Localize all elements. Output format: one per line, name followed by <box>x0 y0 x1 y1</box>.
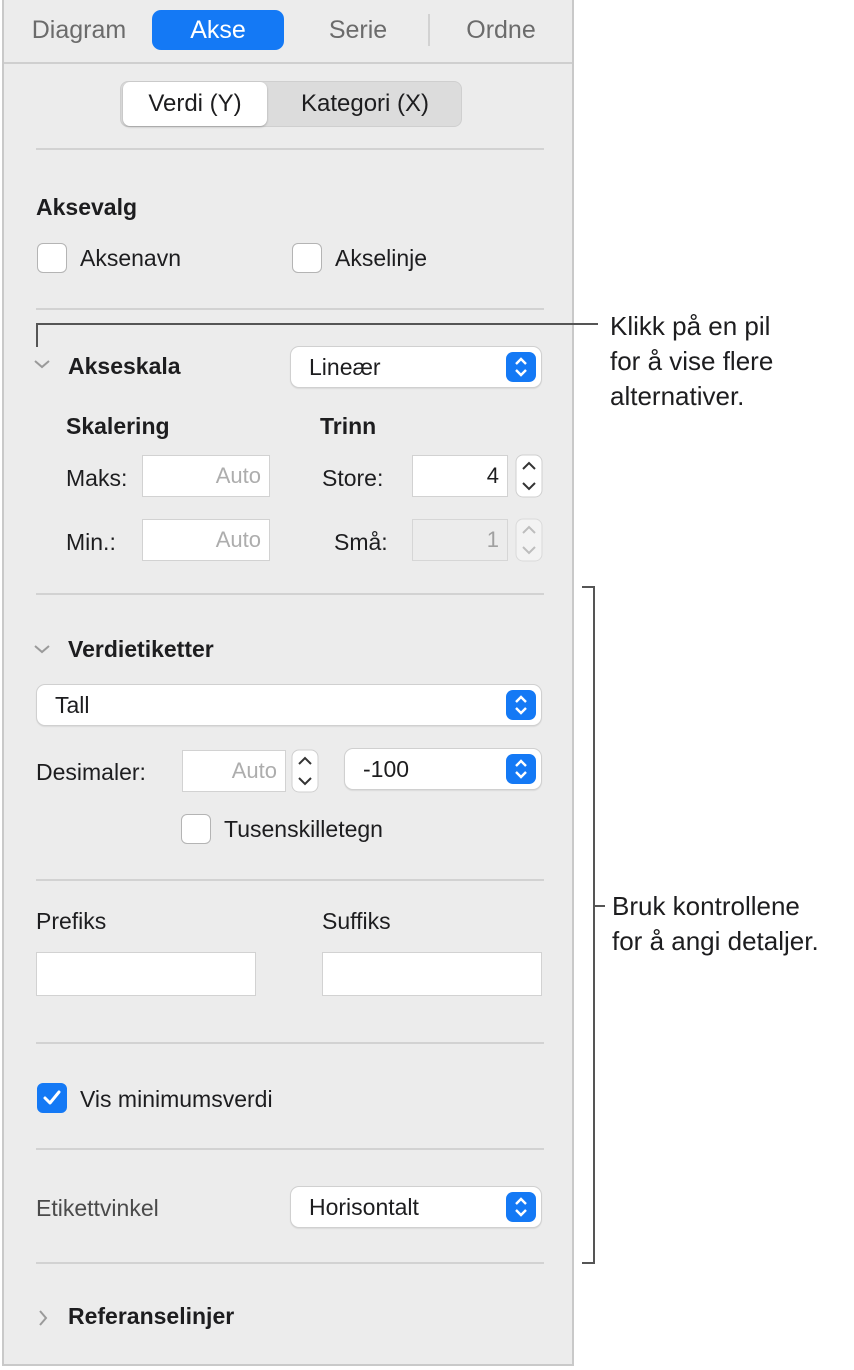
axis-scale-heading: Akseskala <box>68 353 181 379</box>
show-minimum-label: Vis minimumsverdi <box>80 1086 273 1112</box>
callout-controls-line-2: for å angi detaljer. <box>612 926 819 956</box>
divider <box>36 308 544 310</box>
divider <box>36 148 544 150</box>
suffix-field[interactable] <box>322 952 542 996</box>
segment-value-y[interactable]: Verdi (Y) <box>123 82 267 126</box>
number-format-select[interactable] <box>36 684 542 726</box>
tab-separator <box>428 14 430 46</box>
divider <box>36 1148 544 1150</box>
steps-heading: Trinn <box>320 413 377 439</box>
scaling-heading: Skalering <box>66 413 170 439</box>
inspector-tab-bar <box>4 0 572 62</box>
major-steps-value: 4 <box>486 463 499 488</box>
reference-lines-heading: Referanselinjer <box>68 1303 235 1329</box>
axis-scale-value: Lineær <box>309 354 381 380</box>
tab-bar-divider <box>4 62 572 64</box>
callout-controls-line-1: Bruk kontrollene <box>612 891 800 921</box>
tab-diagram[interactable]: Diagram <box>31 16 127 44</box>
callout-arrow-line-3: alternativer. <box>610 381 745 411</box>
value-labels-heading: Verdietiketter <box>68 636 214 662</box>
axis-name-checkbox[interactable] <box>37 243 67 273</box>
callout-arrow-line-2: for å vise flere <box>610 346 774 376</box>
callout-bracket-tick <box>593 905 605 907</box>
checkmark-icon <box>42 1088 62 1108</box>
decimals-stepper[interactable] <box>291 749 319 793</box>
prefix-field[interactable] <box>36 952 256 996</box>
axis-options-heading: Aksevalg <box>36 194 138 220</box>
up-down-chevron-icon <box>506 1192 536 1222</box>
divider <box>36 879 544 881</box>
major-steps-label: Store: <box>322 465 384 491</box>
negative-format-value: -100 <box>363 756 410 782</box>
major-steps-field[interactable] <box>412 455 508 497</box>
suffix-label: Suffiks <box>322 908 391 934</box>
up-down-chevron-icon <box>506 352 536 382</box>
axis-line-checkbox[interactable] <box>292 243 322 273</box>
min-field[interactable] <box>142 519 270 561</box>
callout-leader-line <box>36 323 38 347</box>
max-field[interactable] <box>142 455 270 497</box>
min-placeholder: Auto <box>215 527 261 552</box>
divider <box>36 1262 544 1264</box>
up-down-chevron-icon <box>506 690 536 720</box>
decimals-label: Desimaler: <box>36 759 146 785</box>
label-angle-select[interactable] <box>290 1186 542 1228</box>
tab-ordne[interactable]: Ordne <box>466 16 536 44</box>
tab-akse[interactable]: Akse <box>152 10 284 50</box>
axis-segmented-control <box>120 81 462 127</box>
chevron-right-icon[interactable] <box>37 1309 49 1327</box>
decimals-placeholder: Auto <box>231 758 277 783</box>
chevron-down-icon[interactable] <box>33 358 51 370</box>
prefix-label: Prefiks <box>36 908 107 934</box>
callout-leader-line <box>36 323 598 325</box>
tab-serie[interactable]: Serie <box>328 16 388 44</box>
minor-steps-label: Små: <box>334 529 388 555</box>
callout-arrow-line-1: Klikk på en pil <box>610 311 771 341</box>
callout-bracket <box>593 586 595 1264</box>
thousands-separator-label: Tusenskilletegn <box>224 816 383 842</box>
label-angle-label: Etikettvinkel <box>36 1195 159 1221</box>
up-down-chevron-icon <box>506 754 536 784</box>
axis-line-label: Akselinje <box>335 245 428 271</box>
chevron-down-icon[interactable] <box>33 643 51 655</box>
minor-steps-stepper[interactable] <box>515 518 543 562</box>
segment-category-x[interactable]: Kategori (X) <box>300 90 430 117</box>
label-angle-value: Horisontalt <box>309 1194 419 1220</box>
callout-bracket <box>582 1262 595 1264</box>
callout-bracket <box>582 586 595 588</box>
format-inspector-panel <box>2 0 574 1366</box>
show-minimum-checkbox[interactable] <box>37 1083 67 1113</box>
minor-steps-value: 1 <box>486 527 499 552</box>
max-placeholder: Auto <box>215 463 261 488</box>
negative-format-select[interactable] <box>344 748 542 790</box>
max-label: Maks: <box>66 465 128 491</box>
decimals-field[interactable] <box>182 750 286 792</box>
major-steps-stepper[interactable] <box>515 454 543 498</box>
min-label: Min.: <box>66 529 116 555</box>
minor-steps-field[interactable] <box>412 519 508 561</box>
axis-scale-select[interactable] <box>290 346 542 388</box>
number-format-value: Tall <box>55 692 90 718</box>
thousands-separator-checkbox[interactable] <box>181 814 211 844</box>
axis-name-label: Aksenavn <box>80 245 182 271</box>
divider <box>36 593 544 595</box>
divider <box>36 1042 544 1044</box>
